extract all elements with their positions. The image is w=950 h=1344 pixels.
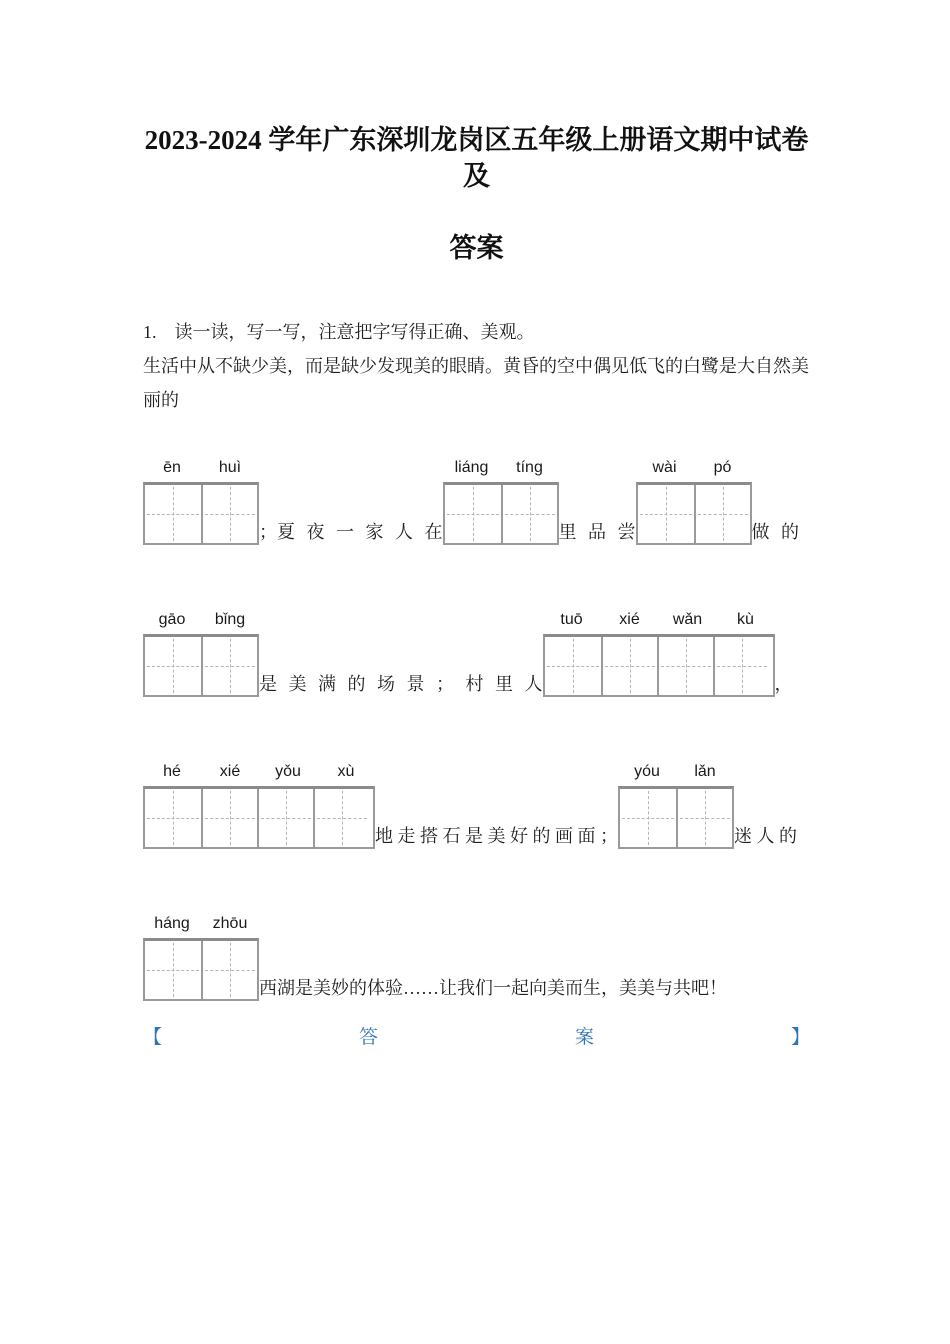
pinyin-label: hé [163,763,181,780]
fill-row [143,913,810,1001]
pinyin-label: wài [652,459,677,476]
grid-cell [545,637,601,695]
fill-row [143,457,810,545]
page-title-line2: 答案 [449,233,504,263]
answer-link-bar[interactable] [143,1027,810,1049]
row-text: 迷 人 的 [734,826,797,846]
page-title-line1: 2023-2024 学年广东深圳龙岗区五年级上册语文期中试卷及 [144,125,809,191]
pinyin-row [618,761,734,783]
pinyin-writing-grid [618,761,734,849]
grid-cell [694,485,750,543]
row-text: ， [774,674,793,694]
grid-cells [143,482,259,545]
grid-cell [201,941,257,999]
grid-cell [145,941,201,999]
fill-row [143,609,810,697]
grid-cell [501,485,557,543]
pinyin-label: wǎn [672,611,703,628]
pinyin-row [636,457,752,479]
grid-cell [201,485,257,543]
pinyin-label: liáng [454,459,489,476]
pinyin-row [143,913,259,935]
grid-cell [201,637,257,695]
grid-cells [143,786,375,849]
answer-open-bracket: 【 [143,1027,163,1048]
grid-cell [145,789,201,847]
grid-cells [618,786,734,849]
grid-cell [638,485,694,543]
row-text: 地 走 搭 石 是 美 好 的 画 面 ； [375,826,618,846]
grid-cell [713,637,769,695]
row-text: 里 品 尝 [558,522,636,542]
pinyin-writing-grid [143,457,259,545]
pinyin-label: zhōu [212,915,248,932]
pinyin-label: kù [737,611,754,628]
fill-row [143,761,810,849]
pinyin-writing-grid [143,913,259,1001]
pinyin-label: lǎn [694,763,716,780]
pinyin-row [143,761,375,783]
pinyin-label: bǐng [214,611,246,628]
pinyin-label: xié [619,611,640,628]
row-text: 西湖是美妙的体验……让我们一起向美而生，美美与共吧！ [259,978,727,998]
page-title [143,122,810,266]
pinyin-writing-grid [443,457,559,545]
question-intro-line: 生活中从不缺少美，而是缺少发现美的眼睛。黄昏的空中偶见低飞的白鹭是大自然美丽的 [143,356,809,410]
grid-cell [201,789,257,847]
grid-cell [676,789,732,847]
grid-cells [443,482,559,545]
pinyin-label: tuō [560,611,583,628]
row-text: 是 美 满 的 场 景 ； 村 里 人 [259,674,543,694]
grid-cell [601,637,657,695]
pinyin-label: háng [154,915,190,932]
pinyin-label: xù [337,763,355,780]
answer-char-an: 案 [574,1027,594,1048]
grid-cell [445,485,501,543]
question-number-line: 1. 读一读，写一写，注意把字写得正确、美观。 [143,322,535,342]
pinyin-writing-grid [143,609,259,697]
grid-cell [145,637,201,695]
pinyin-label: xié [219,763,241,780]
pinyin-row [543,609,775,631]
answer-close-bracket: 】 [790,1027,810,1048]
grid-cell [620,789,676,847]
grid-cells [543,634,775,697]
pinyin-label: yóu [634,763,660,780]
pinyin-row [443,457,559,479]
row-text: ；夏 夜 一 家 人 在 [259,522,443,542]
grid-cell [145,485,201,543]
pinyin-writing-grid [143,761,375,849]
grid-cell [257,789,313,847]
grid-cell [313,789,369,847]
pinyin-row [143,457,259,479]
pinyin-label: tíng [516,459,543,476]
grid-cells [636,482,752,545]
pinyin-label: ēn [163,459,181,476]
answer-char-da: 答 [358,1027,378,1048]
row-text: 做 的 [751,522,799,542]
grid-cells [143,938,259,1001]
fill-rows [143,457,810,1001]
grid-cell [657,637,713,695]
pinyin-writing-grid [543,609,775,697]
pinyin-label: pó [713,459,732,476]
pinyin-label: gāo [158,611,186,628]
grid-cells [143,634,259,697]
pinyin-label: yǒu [275,763,301,780]
pinyin-row [143,609,259,631]
pinyin-writing-grid [636,457,752,545]
pinyin-label: huì [218,459,242,476]
